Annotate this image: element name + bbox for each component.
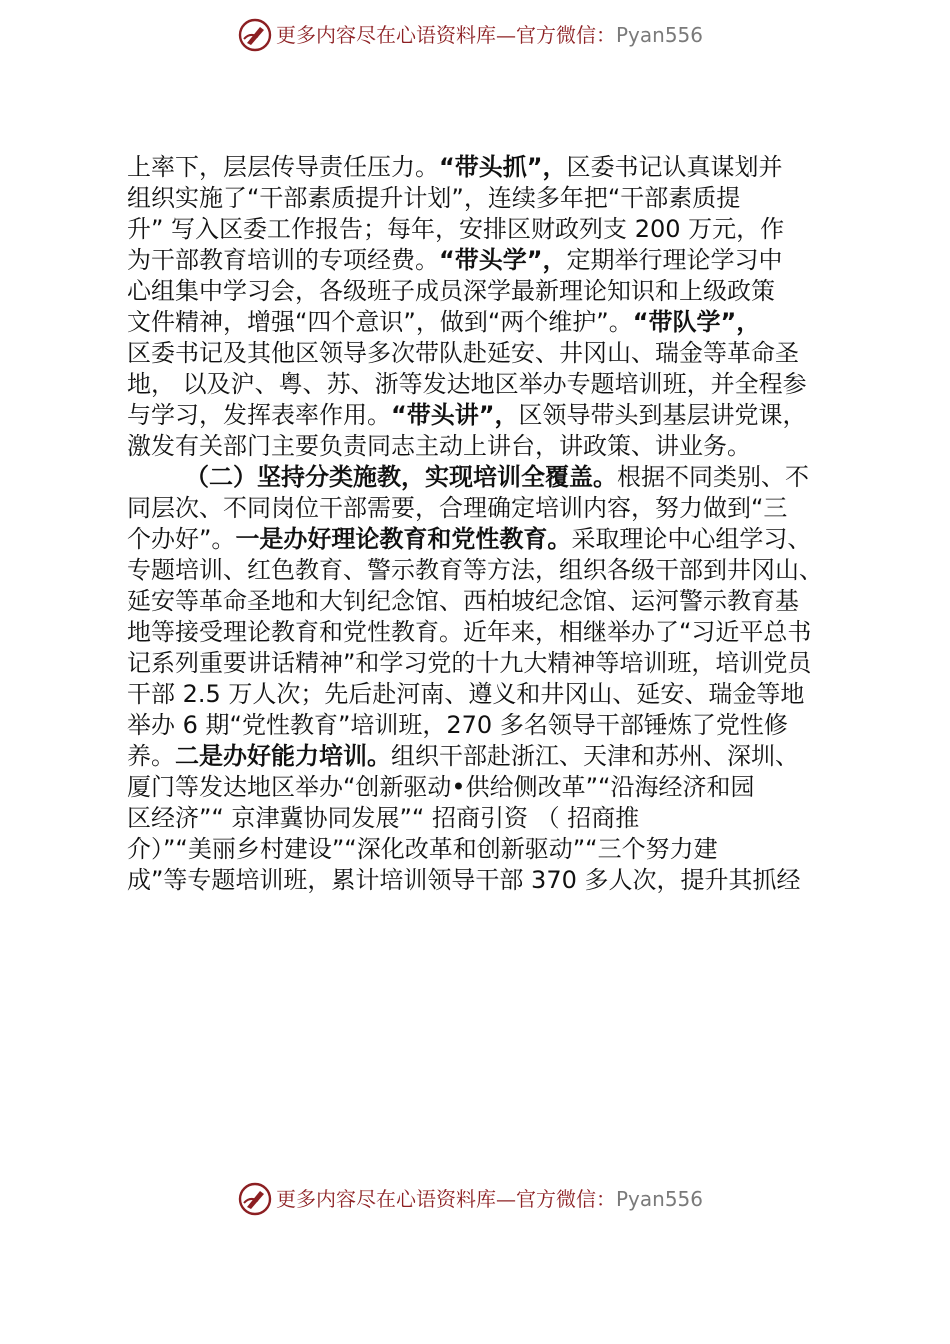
- text-line: [127, 710, 847, 741]
- text-run: 上率下，层层传导责任压力。: [127, 153, 439, 181]
- paragraph-1: [127, 152, 847, 462]
- header-banner: [0, 16, 950, 56]
- bold-phrase: （二）坚持分类施教，实现培训全覆盖。: [185, 463, 617, 491]
- text-run: 个办好”。: [127, 525, 236, 553]
- text-run: 采取理论中心组学习、: [571, 525, 812, 553]
- text-line: [127, 834, 847, 865]
- bold-phrase: “带头讲”，: [391, 401, 519, 429]
- bold-phrase: 二是办好能力培训。: [175, 742, 391, 770]
- text-line: [127, 276, 847, 307]
- bold-phrase: “带头抓”，: [439, 153, 567, 181]
- pen-nib-logo-icon: [238, 1182, 272, 1216]
- text-line: [127, 400, 847, 431]
- text-run: 心组集中学习会，各级班子成员深学最新理论知识和上级政策: [127, 277, 775, 305]
- text-run: 区委书记认真谋划并: [566, 153, 783, 181]
- header-text: [276, 22, 703, 48]
- text-line: [127, 679, 847, 710]
- text-run: 地， 以及沪、粤、苏、浙等发达地区举办专题培训班，并全程参: [127, 370, 807, 398]
- text-run: 延安等革命圣地和大钊纪念馆、西柏坡纪念馆、运河警示教育基: [127, 587, 799, 615]
- text-run: 文件精神，增强“四个意识”，做到“两个维护”。: [127, 308, 633, 336]
- footer-wechat-id: Pyan556: [616, 1187, 704, 1211]
- text-run: 成”等专题培训班，累计培训领导干部 370 多人次，提升其抓经: [127, 866, 801, 894]
- text-line: [127, 369, 847, 400]
- footer-banner: [0, 1180, 950, 1220]
- bold-phrase: 一是办好理论教育和党性教育。: [235, 525, 572, 553]
- text-run: 干部 2.5 万人次；先后赴河南、遵义和井冈山、延安、瑞金等地: [127, 680, 805, 708]
- text-run: 组织实施了“干部素质提升计划”，连续多年把“干部素质提: [127, 184, 741, 212]
- paragraph-2: [127, 462, 847, 896]
- text-run: 区委书记及其他区领导多次带队赴延安、井冈山、瑞金等革命圣: [127, 339, 799, 367]
- text-run: 同层次、不同岗位干部需要，合理确定培训内容，努力做到“三: [127, 494, 788, 522]
- text-run: 养。: [127, 742, 175, 770]
- text-line: [127, 462, 847, 493]
- text-line: [127, 648, 847, 679]
- text-line: [127, 493, 847, 524]
- text-run: 升” 写入区委工作报告；每年，安排区财政列支 200 万元，作: [127, 215, 785, 243]
- footer-label: 更多内容尽在心语资料库—官方微信：: [276, 1187, 616, 1211]
- header-label: 更多内容尽在心语资料库—官方微信：: [276, 23, 616, 47]
- bold-phrase: “带头学”，: [439, 246, 567, 274]
- text-run: 激发有关部门主要负责同志主动上讲台，讲政策、讲业务。: [127, 432, 751, 460]
- text-line: [127, 307, 847, 338]
- text-run: 地等接受理论教育和党性教育。近年来，相继举办了“习近平总书: [127, 618, 812, 646]
- footer-text: [276, 1186, 703, 1212]
- text-line: [127, 183, 847, 214]
- text-line: [127, 431, 847, 462]
- pen-nib-logo-icon: [238, 18, 272, 52]
- text-line: [127, 741, 847, 772]
- text-line: [127, 772, 847, 803]
- text-run: 定期举行理论学习中: [566, 246, 783, 274]
- text-run: 记系列重要讲话精神”和学习党的十九大精神等培训班，培训党员: [127, 649, 812, 677]
- text-run: 区经济”“ 京津冀协同发展”“ 招商引资 （ 招商推: [127, 804, 640, 832]
- text-run: 区领导带头到基层讲党课，: [518, 401, 807, 429]
- text-run: 举办 6 期“党性教育”培训班，270 多名领导干部锤炼了党性修: [127, 711, 788, 739]
- text-line: [127, 245, 847, 276]
- header-wechat-id: Pyan556: [616, 23, 704, 47]
- text-line: [127, 586, 847, 617]
- text-line: [127, 214, 847, 245]
- text-line: [127, 152, 847, 183]
- text-run: 根据不同类别、不: [617, 463, 809, 491]
- text-line: [127, 617, 847, 648]
- text-line: [127, 338, 847, 369]
- text-line: [127, 555, 847, 586]
- text-run: 组织干部赴浙江、天津和苏州、深圳、: [391, 742, 799, 770]
- text-run: 介）”“美丽乡村建设”“深化改革和创新驱动”“三个努力建: [127, 835, 718, 863]
- text-run: 专题培训、红色教育、警示教育等方法，组织各级干部到井冈山、: [127, 556, 823, 584]
- text-run: 与学习，发挥表率作用。: [127, 401, 391, 429]
- text-run: 厦门等发达地区举办“创新驱动•供给侧改革”“沿海经济和园: [127, 773, 755, 801]
- document-body: [127, 152, 847, 896]
- bold-phrase: “带队学”，: [632, 308, 761, 336]
- text-line: [127, 803, 847, 834]
- text-line: [127, 865, 847, 896]
- text-line: [127, 524, 847, 555]
- text-run: 为干部教育培训的专项经费。: [127, 246, 439, 274]
